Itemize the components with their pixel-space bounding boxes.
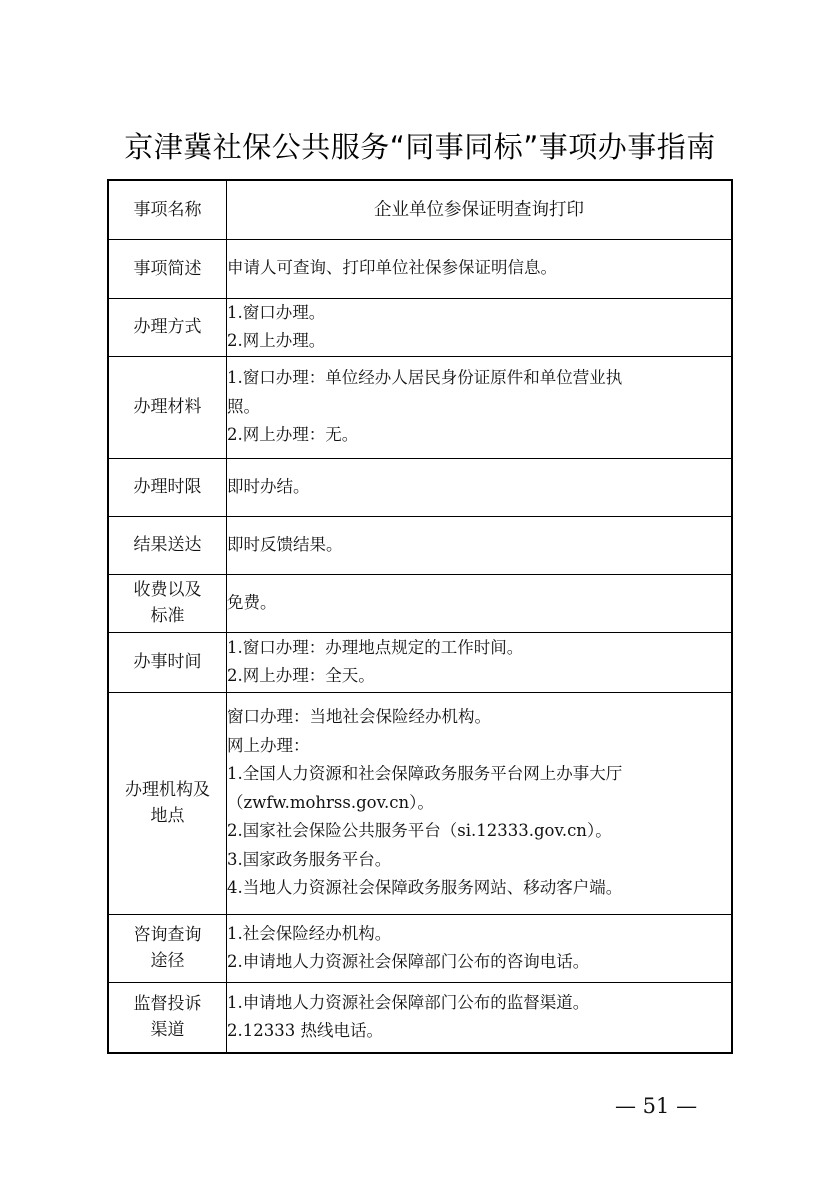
materials-line: 照。 (227, 396, 260, 416)
page-number: — 51 — (615, 1094, 698, 1118)
locations-line: 2.国家社会保险公共服务平台（si.12333.gov.cn）。 (227, 821, 612, 841)
result-delivery-value: 即时反馈结果。 (227, 516, 733, 574)
table-row (108, 298, 732, 356)
row-label-method: 办理方式 (108, 298, 227, 356)
supervision-label-line: 监督投诉 (133, 994, 202, 1015)
method-line: 2.网上办理。 (227, 331, 326, 350)
table-row (108, 458, 732, 516)
consultation-line: 2.申请地人力资源社会保障部门公布的咨询电话。 (227, 952, 590, 971)
consultation-value (227, 914, 733, 982)
row-label-consultation (108, 914, 227, 982)
description-value: 申请人可查询、打印单位社保参保证明信息。 (227, 239, 733, 298)
fees-label-line: 收费以及 (133, 580, 202, 600)
consultation-label-line: 咨询查询 (133, 925, 202, 945)
table-row (108, 574, 732, 632)
time-limit-value: 即时办结。 (227, 458, 733, 516)
locations-line: 窗口办理：当地社会保险经办机构。 (227, 707, 491, 727)
row-label-item-name: 事项名称 (108, 180, 227, 239)
locations-line: 1.全国人力资源和社会保障政务服务平台网上办事大厅 (227, 764, 623, 784)
table-row (108, 516, 732, 574)
item-name-value: 企业单位参保证明查询打印 (227, 180, 733, 239)
consultation-label-line: 途径 (150, 951, 185, 971)
table-row (108, 632, 732, 692)
locations-line: （zwfw.mohrss.gov.cn）。 (227, 792, 434, 812)
method-line: 1.窗口办理。 (227, 302, 326, 322)
document-title: 京津冀社保公共服务“同事同标”事项办事指南 (124, 130, 716, 164)
fees-value: 免费。 (227, 574, 733, 632)
supervision-label-line: 渠道 (150, 1020, 185, 1041)
row-label-result-delivery: 结果送达 (108, 516, 227, 574)
table-row (108, 914, 732, 982)
row-label-description: 事项简述 (108, 239, 227, 298)
consultation-line: 1.社会保险经办机构。 (227, 923, 392, 943)
row-label-time-limit: 办理时限 (108, 458, 227, 516)
service-hours-value (227, 632, 733, 692)
materials-line: 1.窗口办理：单位经办人居民身份证原件和单位营业执 (227, 368, 623, 388)
fees-label-line: 标准 (150, 606, 185, 626)
method-value (227, 298, 733, 356)
locations-label-line: 地点 (150, 806, 185, 826)
locations-label-line: 办理机构及 (125, 780, 210, 800)
service-hours-line: 1.窗口办理：办理地点规定的工作时间。 (227, 637, 524, 657)
service-guide-table (107, 179, 733, 1054)
row-label-supervision (108, 982, 227, 1053)
table-row (108, 356, 732, 458)
row-label-service-hours: 办事时间 (108, 632, 227, 692)
row-label-fees (108, 574, 227, 632)
materials-value (227, 356, 733, 458)
materials-line: 2.网上办理：无。 (227, 425, 359, 445)
row-label-materials: 办理材料 (108, 356, 227, 458)
locations-line: 3.国家政务服务平台。 (227, 849, 392, 869)
locations-line: 网上办理： (227, 735, 310, 755)
table-row (108, 239, 732, 298)
supervision-line: 2.12333 热线电话。 (227, 1021, 383, 1041)
locations-line: 4.当地人力资源社会保障政务服务网站、移动客户端。 (227, 878, 623, 898)
supervision-value (227, 982, 733, 1053)
locations-value (227, 692, 733, 914)
supervision-line: 1.申请地人力资源社会保障部门公布的监督渠道。 (227, 992, 590, 1012)
service-hours-line: 2.网上办理：全天。 (227, 666, 375, 685)
table-row (108, 692, 732, 914)
table-row (108, 180, 732, 239)
row-label-locations (108, 692, 227, 914)
table-row (108, 982, 732, 1053)
